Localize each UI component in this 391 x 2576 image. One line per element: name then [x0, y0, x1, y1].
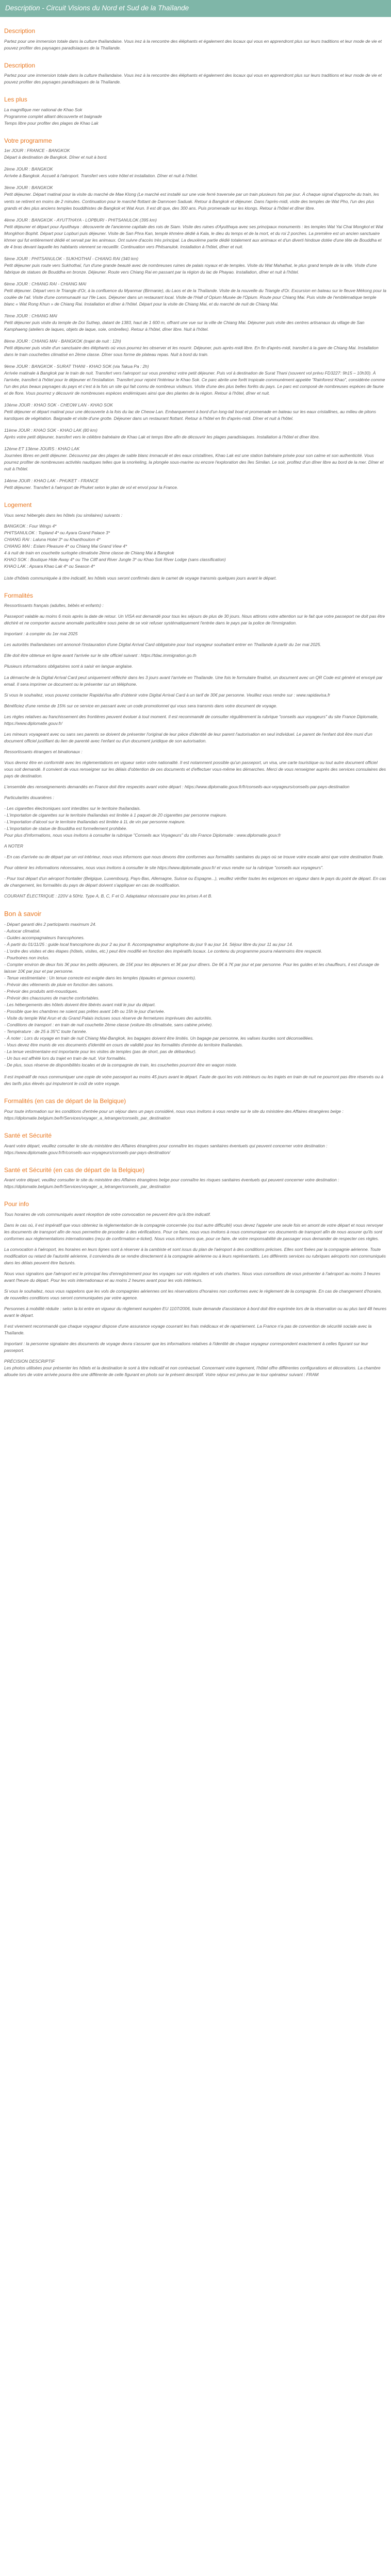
bon-savoir-item: - Conditions de transport : en train de nuit couchette 2ème classe (voiture-lits climatisée, sans cabine privée).	[4, 1022, 213, 1028]
info-paragraph: Personnes à mobilité réduite : selon la loi entre en vigueur du règlement européen EU 1107/2006, toute demande d'assistance à bord doit être exprimée lors de la réservation ou au plus tard 48 heures avant le départ.	[4, 1306, 387, 1318]
day-block	[4, 166, 387, 179]
customs-item: - Les cigarettes électroniques sont interdites sur le territoire thaïlandais.	[4, 805, 141, 811]
formalites-paragraph: Elle doit être obtenue en ligne avant l'arrivée sur le site officiel suivant : https://tdac.immigration.go.th	[4, 653, 197, 658]
day-text: Petit déjeuner puis visite d'un sanctuaire des éléphants où vous pourrez les observer et les nourrir. Déjeuner, puis après-midi libre. En fin d'après-midi, transfert à la gare de Chiang Mai. Installation dans le train couchettes climatisé en 2ème classe. Dîner sous forme de plateau repas. Nuit à bord du train.	[4, 345, 379, 357]
bon-savoir-item: - À noter : Lors du voyage en train de nuit Chiang Mai-Bangkok, les bagages doivent être limités. Un bagage par personne, les valises lourdes sont déconseillées.	[4, 1036, 314, 1041]
bon-savoir-item: - Un bus est affrété lors du trajet en train de nuit. Voir formalités.	[4, 1056, 127, 1061]
day-heading: 6ème JOUR : CHIANG RAI - CHIANG MAI	[4, 281, 87, 286]
description-text: Partez pour une immersion totale dans la culture thaïlandaise. Vous irez à la rencontre des éléphants et également des locaux qui vous en apprendront plus sur leurs traditions et leur mode de vie et pouvez profiter des paysages paradisiaques de la Thaïlande.	[4, 38, 382, 50]
hotel-item: KHAO LAK : Apsara Khao Lak 4* ou Season 4*	[4, 563, 95, 569]
day-heading: 8ème JOUR : CHIANG MAI - BANGKOK (trajet de nuit : 12h)	[4, 338, 121, 344]
day-block	[4, 313, 387, 333]
bon-savoir-item: - Compter environ de deux fois 3€ pour les petits déjeuners, de 15€ pour les déjeuners et 3€ par jour dîners. De 6€ à 7€ par jour et par personne. Pour les guides et les chauffeurs, il est d'usage de laisser 10€ par jour et par personne.	[4, 962, 379, 974]
formalites-paragraph: - Pour tout départ d'un aéroport frontalier (Belgique, Luxembourg, Pays-Bas, Allemagne, Suisse ou Espagne...), veuillez vérifier toutes les exigences en vigueur dans le pays du point de départ. En cas de changement, les formalités du pays de départ doivent s'appliquer en cas de modification.	[4, 875, 386, 888]
bon-savoir-item: - Prévoir des produits anti-moustiques.	[4, 989, 78, 994]
day-block	[4, 338, 387, 358]
plus-item: La magnifique mer national de Khao Sok	[4, 107, 83, 112]
formalites-paragraph: Ressortissants étrangers et binationaux :	[4, 749, 83, 754]
formalites-paragraph: - En cas d'arrivée ou de départ par un vol intérieur, nous vous informons que nous devons être conformes aux formalités sanitaires du pays où se trouve votre escale ainsi que votre destination finale.	[4, 854, 384, 859]
precision-text: Les photos utilisées pour présenter les hôtels et la destination le sont à titre indicatif et non contractuel. Concernant votre logement, l'hôtel offre différentes configurations et décorations. La chambre allouée lors de votre arrivée pourra être une différente de celle figurant en photo sur le présent descriptif. Votre séjour est prévu par le tour opérateur suivant : FRAM	[4, 1365, 381, 1378]
plus-list	[4, 107, 387, 127]
bon-savoir-item: - Visite du temple Wat Arun et du Grand Palais incluses sous réserve de fermetures imprévues des autorités.	[4, 1015, 213, 1021]
sante-be-text: Avant votre départ, veuillez consulter le site du ministère des Affaires étrangères belge pour connaître les risques sanitaires éventuels qui peuvent concerner votre destination : https://diplomatie.belgium.be/fr/Services/voyager_a_letranger/conseils_par_destination	[4, 1177, 339, 1190]
formalites-paragraph: A NOTER	[4, 843, 23, 849]
day-text: Départ à destination de Bangkok. Dîner et nuit à bord.	[4, 155, 108, 160]
bon-savoir-item: - La tenue vestimentaire est importante pour les visites de temples (pas de short, pas de débardeur).	[4, 1049, 197, 1055]
formalites-paragraph: Ressortissants français (adultes, bébés et enfants) :	[4, 603, 104, 608]
day-block	[4, 363, 387, 397]
hotel-item: BANGKOK : Four Wings 4*	[4, 523, 57, 529]
info-paragraph: Il est vivement recommandé que chaque voyageur dispose d'une assurance voyage couvrant les frais médicaux et de rapatriement. La France n'a pas de convention de sécurité sociale avec la Thaïlande.	[4, 1324, 372, 1336]
info-body	[4, 1211, 387, 1354]
precision-heading: PRÉCISION DESCRIPTIF	[4, 1359, 55, 1364]
formalites-be-heading: Formalités (en cas de départ de la Belgique)	[4, 1097, 126, 1105]
info-paragraph: Important : la personne signataire des documents de voyage devra s'assurer que les informations relatives à l'identité de chaque voyageur correspondent exactement à celles figurant sur leur passeport.	[4, 1341, 368, 1353]
formalites-paragraph: Important : à compter du 1er mai 2025	[4, 631, 78, 637]
hotel-item: KHAO SOK : Boutique Hide Away 4* ou The Cliff and River Jungle 3* ou Khao Sok River Lodge (sans classification)	[4, 556, 226, 562]
bon-savoir-item: - Autocar climatisé.	[4, 928, 41, 934]
day-heading: 7ème JOUR : CHIANG MAI	[4, 313, 57, 318]
day-block	[4, 217, 387, 250]
description2-heading: Description	[4, 61, 36, 69]
formalites-paragraph: COURANT ÉLECTRIQUE : 220V à 50Hz. Type A, B, C, F et O. Adaptateur nécessaire pour les prises A et B.	[4, 893, 213, 899]
day-block	[4, 402, 387, 422]
formalites-paragraph: Passeport valable au moins 6 mois après la date de retour. Un VISA est demandé pour tous les séjours de plus de 30 jours. Nous attirons votre attention sur le fait que votre passeport ne doit pas être déchiré et ne comporter aucune anomalie particulière sous peine de se voir refuser systématiquement l'entrée dans le pays par la police de l'immigration.	[4, 614, 385, 626]
day-heading: 1er JOUR : FRANCE - BANGKOK	[4, 148, 70, 154]
day-heading: 9ème JOUR : BANGKOK - SURAT THANI - KHAO SOK (via Takua Pa : 2h)	[4, 363, 149, 369]
customs-item: - L'importation d'alcool sur le territoire thaïlandais est limitée à 1L de vin par personne majeure.	[4, 819, 186, 824]
formalites-paragraph: Pour obtenir les informations nécessaires, nous vous invitons à consulter le site https://www.diplomatie.gouv.fr/ et vous rendre sur la rubrique "conseils aux voyageurs".	[4, 865, 324, 870]
formalites-body	[4, 602, 387, 900]
info-heading: Pour info	[4, 1200, 29, 1208]
bon-savoir-list	[4, 921, 387, 1069]
day-heading: 12ème ET 13ème JOURS : KHAO LAK	[4, 446, 80, 451]
customs-item: - L'importation de statue de Bouddha est formellement prohibée.	[4, 825, 127, 831]
bon-savoir-item: - Départ garanti dès 2 participants maximum 24.	[4, 922, 96, 927]
day-block	[4, 281, 387, 308]
formalites-paragraph: La démarche de la Digital Arrival Card peut uniquement réfléchir dans les 3 jours avant l'arrivée en Thaïlande. Une fois le formulaire finalisé, un document avec un QR Code est généré et envoyé par email. Il sera imprimer ce document ou le présenter sur un téléphone.	[4, 674, 383, 687]
bon-savoir-item: - À partir du 01/11/25 : guide local francophone du jour 2 au jour 8. Accompagnateur anglophone du jour 9 au jour 14. Séjour libre du jour 11 au jour 14.	[4, 942, 293, 947]
info-paragraph: Nous vous signalons que l'aéroport est le principal lieu d'enregistrement pour les voyages sur vols réguliers et vols charters. Nous vous conseillons de vous présenter à l'aéroport au moins 3 heures avant l'heure du départ. Pour les vols internationaux et au moins 2 heures avant pour les vols intérieurs.	[4, 1270, 381, 1283]
day-block	[4, 147, 387, 161]
day-block	[4, 446, 387, 472]
day-heading: 5ème JOUR : PHITSANULOK - SUKHOTHAÏ - CHIANG RAI (340 km)	[4, 256, 139, 261]
logement-heading: Logement	[4, 501, 32, 509]
programme-heading: Votre programme	[4, 137, 52, 144]
day-text: Arrivée matinale à Bangkok par le train de nuit. Transfert vers l'aéroport sur vous prendrez votre petit déjeuner. Puis vol à destination de Surat Thani (souvent vol prévu FD3227: 9h15 – 10h30). À l'arrivée, transfert à l'hôtel pour le déjeuner et l'installation. Transfert pour rejoint l'intérieur le Khao Sok. Ce parc abrite une forêt tropicale communément appelée "Rainforest Khao", considérée comme l'un des plus beaux paysages du pays et c'est à la fois un site qui fait connu de nombreux visiteurs. Visite d'une des plus belles forêts du pays. Le parc est composé de nombreuses espèces de faune et de flore. Vous pourrez y découvrir de nombreuses espèces endémiques ainsi que des plantes de la région. Retour à l'hôtel, dîner et nuit.	[4, 370, 385, 396]
bon-savoir-item: - Prévoir des chaussures de marche confortables.	[4, 995, 100, 1001]
formalites-paragraph: Si vous le souhaitez, vous pouvez contacter RapidaVisa afin d'obtenir votre Digital Arrival Card à un tarif de 30€ par personne. Veuillez vous rendre sur : www.rapidavisa.fr	[4, 692, 331, 698]
bon-savoir-item: - Les hébergements des hôtels doivent être libérés avant midi le jour du départ.	[4, 1002, 156, 1008]
sante-be-heading: Santé et Sécurité (en cas de départ de la Belgique)	[4, 1166, 145, 1174]
hotel-item: 4 à nuit de train en couchette surlogée climatisée 2ème classe de Chiang Mai à Bangkok	[4, 550, 174, 555]
day-block	[4, 478, 387, 491]
bon-savoir-item: - Température : de 25 à 35°C toute l'année.	[4, 1029, 87, 1035]
logement-note: Liste d'hôtels communiquée à titre indicatif, les hôtels vous seront confirmés dans le carnet de voyage transmis quelques jours avant le départ.	[4, 575, 277, 581]
day-text: Petit déjeuner puis route vers Sukhothaï, l'un d'une grande beauté avec de nombreuses ruines de palais royaux et de temples. Visite du Wat Mahathat, le plus grand temple de la ville. Visite d'une fabrique de statues de Bouddha en bronze. Déjeuner. Route vers Chiang Rai en passant par la région du lac de Phayao. Installation, dîner et nuit à l'hôtel.	[4, 262, 377, 275]
info-paragraph: Tous horaires de vols communiqués avant réception de votre convocation ne peuvent être qu'à titre indicatif.	[4, 1211, 211, 1217]
formalites-paragraph: Les mineurs voyageant avec ou sans ses parents se doivent de présenter l'original de leur pièce d'identité de leur parent l'autorisation en seul individuel. Le parent de l'enfant doit être muni d'un document officiel justifiant du lien de parenté avec l'enfant ou d'un document juridique de son autorisation.	[4, 731, 372, 743]
formalites-heading: Formalités	[4, 591, 34, 599]
hotel-item: CHIANG RAI : Laluna Hotel 3* ou Khanthoulom 4*	[4, 536, 101, 542]
bon-savoir-item: - Possible que les chambres ne soient pas prêtes avant 14h ou 15h le jour d'arrivée.	[4, 1009, 165, 1014]
customs-item: - L'importation de cigarettes sur le territoire thaïlandais est limitée à 1 paquet de 20 cigarettes par personne majeure.	[4, 812, 227, 818]
formalites-paragraph: L'ensemble des renseignements demandés en France doit être respectés avant votre départ : https://www.diplomatie.gouv.fr/fr/conseils-aux-voyageurs/conseils-par-pays-destination	[4, 784, 350, 789]
sante-text: Avant votre départ, veuillez consulter le site du ministère des Affaires étrangères pour connaître les risques sanitaires éventuels qui peuvent concerner votre destination : https://www.diplomatie.gouv.fr/fr/conseils-aux-voyageurs/conseils-par-pays-destination/	[4, 1143, 328, 1155]
day-text: Journées libres en petit déjeuner. Découvrez par des plages de sable blanc immaculé et des eaux cristallines, Khao Lak est une station balnéaire prisée pour son calme et son authenticité. Vous pourrez profiter de nombreuses activités nautiques telles que la snorkeling, la plongée sous-marine ou encore l'exploration des îles Similan. Le soir, profitez d'un dîner libre au bord de la mer. Dîner et nuit à l'hôtel.	[4, 452, 384, 472]
info-paragraph: La convocation à l'aéroport, les horaires en leurs lignes sont à réserver à la cambiste et sont issus du plan de l'aéroport à des conditions précises. Elles sont fixées par la compagnie aérienne. Toute modification ou retard de l'autorité aérienne, il conviendra de se rendre directement à la compagnie aérienne ou à leurs représentants. Les différents services ou rubriques aéroports non communiqués dans les délais peuvent être facturés.	[4, 1246, 386, 1265]
formalites-paragraph: Vous devrez être en conformité avec les réglementations en vigueur selon votre nationalité. Il est notamment possible qu'un passeport, un visa, une carte touristique ou tout autre document officiel vous soit demandé. Il convient de vous renseigner sur les délais d'obtention de ces documents et d'effectuer vous-même les démarches. Merci de vous renseigner auprès des services consulaires des pays de destination.	[4, 759, 386, 778]
day-text: Après votre petit déjeuner, transfert vers le célèbre balnéaire de Khao Lak et temps libre afin de découvrir les plages paradisiaques. Installation à l'hôtel et dîner libre.	[4, 434, 320, 439]
formalites-paragraph: Particularités douanières :	[4, 794, 54, 800]
plus-item: Temps libre pour profiter des plages de Khao Lak	[4, 120, 99, 126]
day-heading: 10ème JOUR : KHAO SOK - CHEOW LAN - KHAO SOK	[4, 402, 113, 408]
day-text: Petit déjeuner. Transfert à l'aéroport de Phuket selon le plan de vol et envol pour la France.	[4, 485, 178, 490]
formalites-paragraph: Bénéficiez d'une remise de 15% sur ce service en passant avec un code promotionnel qui vous sera transmis dans votre document de voyage.	[4, 703, 278, 708]
bon-savoir-item: - Guides accompagnateurs francophones.	[4, 935, 85, 941]
info-paragraph: Dans le cas où, il est impératif que vous obteniez la réglementation de la compagnie concernée (ou tout autre difficulté) vous devez l'appeler une seule fois en amont de votre départ et nous renvoyer les documents de transport afin de nous permettre de procéder à des vérifications. Pour ce faire, nous vous invitons à nous communiquer vos documents de transport afin de nous assurer qu'ils sont conformes aux réglementations internationales (reçu de confirmation e-ticket). Nous vous informons que, pour ce faire, de votre responsabilité de passager vous demander de respecter ces règles.	[4, 1222, 383, 1241]
day-heading: 2ème JOUR : BANGKOK	[4, 166, 53, 172]
day-block	[4, 184, 387, 211]
formalites-be-text: Pour toute information sur les conditions d'entrée pour un séjour dans un pays considéré, nous vous invitons à vous rendre sur le site du ministère des Affaires étrangères belge : https://diplomatie.belgium.be/fr/Services/voyager_a_letranger/conseils_par_destination	[4, 1109, 344, 1121]
content	[0, 26, 391, 1387]
day-text: Petit déjeuner. Départ matinal pour la visite du marché de Mae Klong (Le marché est installé sur une voie ferré traversée par un train plusieurs fois par jour. À chaque signal d'approche du train, les vents se retirent en moins de 2 minutes. Continuation pour le marché flottant de Damnoen Saduak. Retour à Bangkok et déjeuner. Dans l'après-midi, visite des temples de Wat Pho, l'un des plus grands et des plus anciens temples bouddhistes de Bangkok et Wat Arun. Il est dit que, des 300 ans. Puis promenade sur les klongs. Retour à l'hôtel et dîner libre.	[4, 192, 379, 211]
formalites-paragraph: Les règles relatives au franchissement des frontières peuvent évoluer à tout moment. Il est recommandé de consulter régulièrement la rubrique "conseils aux voyageurs" du site France Diplomatie, https://www.diplomatie.gouv.fr/	[4, 714, 379, 726]
plus-heading: Les plus	[4, 96, 27, 104]
plus-item: Programme complet alliant découverte et baignade	[4, 113, 102, 119]
day-heading: 3ème JOUR : BANGKOK	[4, 185, 53, 191]
programme-days	[4, 147, 387, 491]
day-text: Petit déjeuner et départ pour Ayutthaya : découverte de l'ancienne capitale des rois de Siam. Visite des ruines d'Ayutthaya avec ses principaux monuments : les temples Wat Yai Chai Mongkol et Wat Mongkhon Bophit. Départ pour Lopburi puis déjeuner. Visite de San Phra Kan, temple khmère dédié à Kala, le dieu du temps et de la mort, et du roi 2 porches. La première est un ancien sanctuaire khmer qui fut entièrement dédié et servait par les animaux. Ont suivre d'accès très principal. La deuxième partie dédié totalement aux animaux et d'un diverti hindoue dotée d'une tête de Bouddha et de 4 bras devant laquelle les habitants viennent se recueillir. Continuation vers Phitsanulok. Installation à l'hôtel, dîner et nuit.	[4, 224, 383, 249]
day-text: Petit déjeuner et départ matinal pour une découverte à la fois du lac de Cheow Lan. Embarquement à bord d'un long-tail boat et promenade en bateau sur les eaux cristallines, au milieu de pitons karstiques de végétation. Baignade et visite d'une grotte. Déjeuner dans un restaurant flottant. Retour à l'hôtel en fin d'après-midi. Dîner et nuit à l'hôtel.	[4, 409, 376, 421]
sante-heading: Santé et Sécurité	[4, 1132, 52, 1140]
formalites-paragraph: Pour plus d'informations, nous vous invitons à consulter la rubrique "Conseils aux Voyageurs" du site France Diplomatie : www.diplomatie.gouv.fr	[4, 832, 281, 838]
hotel-item: CHIANG MAI : Eslam Pleasure 4* ou Chiang Mai Grand View 4*	[4, 543, 127, 549]
bon-savoir-item: - Tenue vestimentaire : Un tenue correcte est exigée dans les temples (épaules et genoux couverts).	[4, 975, 197, 981]
day-heading: 11ème JOUR : KHAO SOK - KHAO LAK (80 km)	[4, 427, 97, 433]
bon-savoir-heading: Bon à savoir	[4, 909, 42, 918]
bon-savoir-item: - Pourboires non inclus.	[4, 955, 50, 961]
bon-savoir-item: - Vous devez être munis de vos documents d'identité en cours de validité pour les formalités d'entrée du territoire thaïlandais.	[4, 1042, 243, 1048]
day-block	[4, 427, 387, 440]
description-heading: Description	[4, 27, 36, 35]
day-block	[4, 256, 387, 276]
formalites-paragraph: Plusieurs informations obligatoires sont à saisir en langue anglaise.	[4, 664, 133, 669]
logement-text: Vous serez hébergés dans les hôtels (ou similaires) suivants :	[4, 512, 123, 518]
day-text: Petit déjeuner. Départ vers le Triangle d'Or, à la confluence du Myanmar (Birmanie), du Laos et de la Thaïlande. Visite de la nouvelle du Triangle d'Or. Excursion en bateau sur le fleuve Mékong pour la coulée de l'ail. Visite d'une communauté sur l'Ile Laos. Déjeuner dans un restaurant local. Visite de l'Hall of Opium Musée de l'Opium. Route pour Chiang Mai. Puis visite de l'emblématique temple blanc « Wat Rong Khun » de Chiang Rai. Installation et dîner à l'hôtel. Départ pour la visite de Chiang Mai, et du marché de nuit de Chiang Mai.	[4, 287, 386, 307]
day-heading: 4ème JOUR : BANGKOK - AYUTTHAYA - LOPBURI - PHITSANULOK (395 km)	[4, 217, 157, 223]
info-paragraph: Si vous le souhaitez, nous vous rappelons que les vols de compagnies aériennes ont les réservations d'horaires non conformes avec le règlement de la compagnie. En cas de changement d'horaire, de nouvelles conditions vous seront communiquées par votre agence.	[4, 1289, 382, 1301]
important-text: Il est impératif de nous communiquer une copie de votre passeport au moins 45 jours avant le départ. Faute de quoi les vols intérieurs ou les trajets en train de nuit ne pourront pas être réservés ou à des tarifs plus élevés qui imputeront le coût de votre voyage.	[4, 1074, 384, 1087]
day-text: Petit déjeuner puis visite du temple de Doi Suthep, datant de 1383, haut de 1 600 m, offrant une vue sur la ville de Chiang Mai. Déjeuner puis visite des centres artisanaux du village de San Kamphaeng (ateliers de laques, objets de laque, soie, ombrelles). Retour à l'hôtel, dîner libre. Nuit à l'hôtel.	[4, 319, 365, 332]
hotel-item: PHITSANULOK : Topland 4* ou Ayara Grand Palace 3*	[4, 530, 110, 535]
bon-savoir-item: - L'ordre des visites et des étapes (hôtels, visites, etc.) peut être modifié en fonction des impératifs locaux. Le contenu du programme pourra néanmoins être respecté.	[4, 948, 322, 954]
bon-savoir-item: - De plus, sous réserve de disponibilités locales et de la compagnie de train, les couchettes pourront être en wagon mixte.	[4, 1062, 237, 1068]
formalites-paragraph: Les autorités thaïlandaises ont annoncé l'instauration d'une Digital Arrival Card obligatoire pour tout voyageur souhaitant entrer en Thaïlande à partir du 1er mai 2025.	[4, 642, 321, 648]
description2-text: Partez pour une immersion totale dans la culture thaïlandaise. Vous irez à la rencontre des éléphants et également des locaux qui vous en apprendront plus sur leurs traditions et leur mode de vie et pouvez profiter des paysages paradisiaques de la Thaïlande.	[4, 73, 382, 85]
page-title: Description - Circuit Visions du Nord et Sud de la Thaïlande	[0, 0, 391, 17]
bon-savoir-item: - Prévoir des vêtements de pluie en fonction des saisons.	[4, 982, 114, 988]
hotel-list	[4, 523, 387, 570]
day-text: Arrivée à Bangkok. Accueil à l'aéroport. Transfert vers votre hôtel et installation. Dîner et nuit à l'hôtel.	[4, 173, 198, 179]
day-heading: 14ème JOUR : KHAO LAK - PHUKET - FRANCE	[4, 478, 99, 484]
